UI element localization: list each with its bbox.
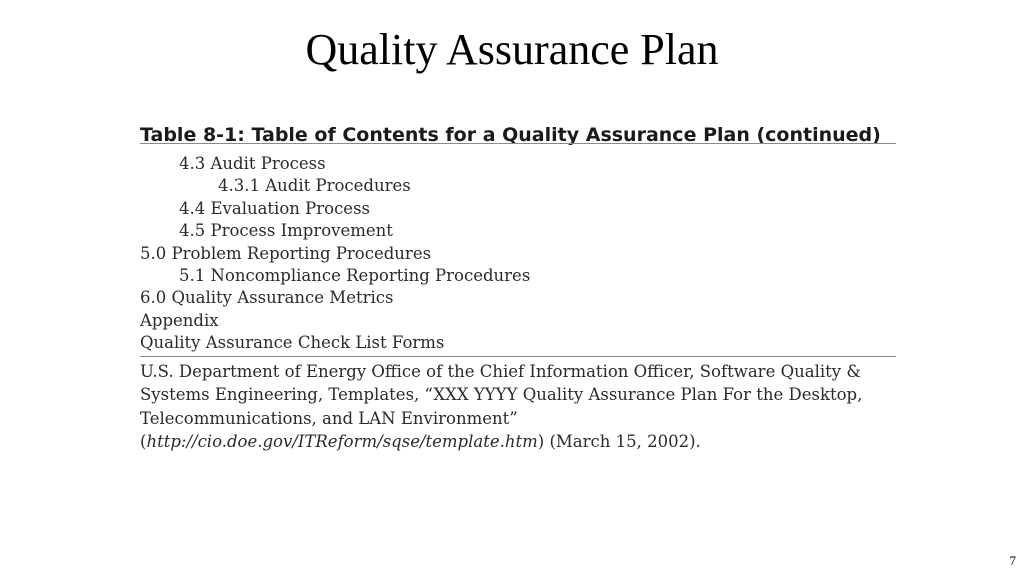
toc-entry: 4.3 Audit Process xyxy=(179,154,326,173)
source-citation-date: ) (March 15, 2002). xyxy=(537,431,701,451)
table-of-contents-list xyxy=(140,153,900,355)
page-number: 7 xyxy=(1009,553,1016,568)
toc-entry: 5.1 Noncompliance Reporting Procedures xyxy=(179,265,531,285)
toc-entry: 4.4 Evaluation Process xyxy=(179,198,371,218)
table-top-rule xyxy=(140,143,896,144)
slide-title: Quality Assurance Plan xyxy=(305,25,719,74)
table-caption: Table 8-1: Table of Contents for a Quality Assurance Plan (continued) xyxy=(140,124,881,146)
table-bottom-rule xyxy=(140,356,896,357)
toc-entry: 6.0 Quality Assurance Metrics xyxy=(140,288,394,308)
source-url-link[interactable]: http://cio.doe.gov/ITReform/sqse/template.htm xyxy=(146,431,538,451)
toc-entry: Quality Assurance Check List Forms xyxy=(140,333,445,353)
toc-entry: 4.5 Process Improvement xyxy=(179,221,393,241)
source-citation-text: U.S. Department of Energy Office of the Chief Information Officer, Software Quality & Systems Engineering, Templates, “XXX YYYY Quality Assurance Plan For the Desktop, Telecommunications, and LAN Environment” ( xyxy=(140,362,863,451)
toc-entry: 5.0 Problem Reporting Procedures xyxy=(140,243,432,263)
toc-entry: 4.3.1 Audit Procedures xyxy=(218,176,411,196)
toc-entry: Appendix xyxy=(140,310,219,330)
source-citation xyxy=(140,360,900,453)
